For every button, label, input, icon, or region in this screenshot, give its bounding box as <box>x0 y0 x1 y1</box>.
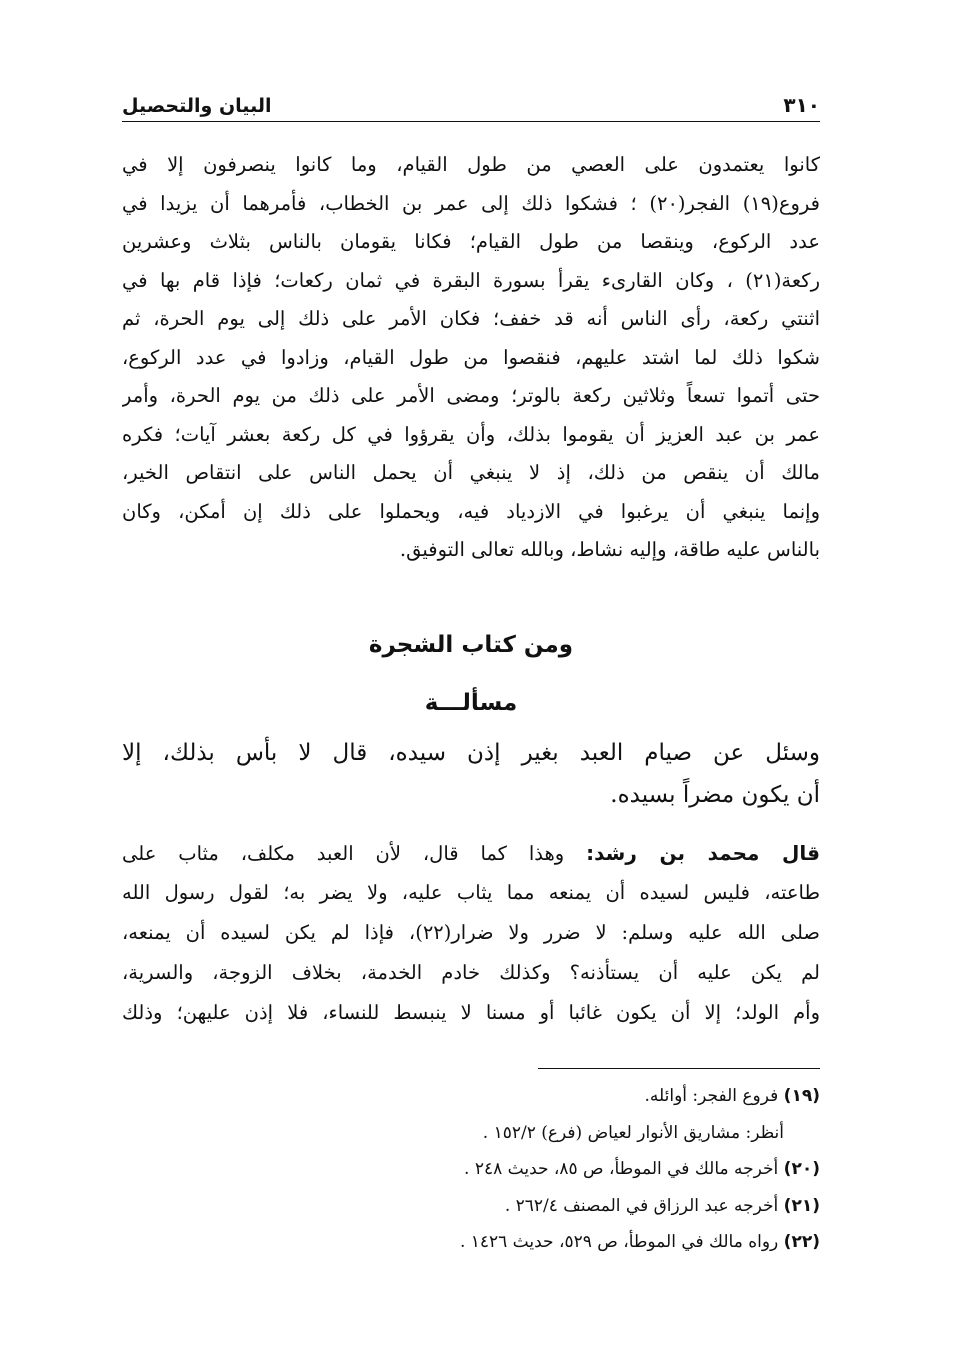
footnote <box>122 1151 820 1188</box>
text-line: ركعة(٢١) ، وكان القارىء يقرأ بسورة البقرة في ثمان ركعات؛ فإذا قام بها في <box>122 268 820 292</box>
text-line: اثنتي ركعة، رأى الناس أنه قد خفف؛ فكان الأمر على ذلك إلى يوم الحرة، ثم <box>122 307 820 330</box>
text-line: وإنما ينبغي أن يرغبوا في الازدياد فيه، ويحملوا على ذلك إن أمكن، وكان <box>122 499 820 523</box>
text-line: بالناس عليه طاقة، وإليه نشاط، وبالله تعالى التوفيق. <box>399 538 820 561</box>
footnote-text: فروع الفجر: أوائله. <box>644 1086 779 1106</box>
footnote-number: (٢٠) <box>783 1159 820 1179</box>
question-line: وسئل عن صيام العبد بغير إذن سيده، قال لا بأس بذلك، إلا <box>122 740 820 766</box>
text-line: صلى الله عليه وسلم: لا ضرر ولا ضرار(٢٢)، فإذا لم يكن لسيده أن يمنعه، <box>122 921 820 944</box>
text-line: طاعته، فليس لسيده أن يمنعه مما يثاب عليه، ولا يضر به؛ لقول رسول الله <box>122 881 820 904</box>
footnote-number: (٢١) <box>783 1195 820 1216</box>
footnote <box>122 1188 820 1225</box>
question-line: أن يكون مضراً بسيده. <box>610 782 820 808</box>
text-line: لم يكن عليه أن يستأذنه؟ وكذلك خادم الخدمة، بخلاف الزوجة، والسرية، <box>122 961 820 984</box>
footnote <box>122 1115 820 1152</box>
text-line: حتى أتموا تسعاً وثلاثين ركعة بالوتر؛ ومضى الأمر على ذلك من يوم الحرة، وأمر <box>122 384 820 407</box>
text-line: كانوا يعتمدون على العصي من طول القيام، وما كانوا ينصرفون إلا في <box>122 153 820 176</box>
book-title: البيان والتحصيل <box>122 95 272 117</box>
text-line: عمر بن عبد العزيز أن يقوموا بذلك، وأن يقرؤوا في كل ركعة بعشر آيات؛ فكره <box>122 422 820 446</box>
text-line: فروع(١٩) الفجر(٢٠) ؛ فشكوا ذلك إلى عمر بن الخطاب، فأمرهما أن يزيدا في <box>122 191 820 215</box>
commentary-speaker: قال محمد بن رشد: <box>586 841 820 865</box>
section-heading: ومن كتاب الشجرة <box>368 632 574 658</box>
footnote-number: (١٩) <box>783 1086 820 1106</box>
footnote-text: رواه مالك في الموطأ، ص ٥٢٩، حديث ١٤٢٦ . <box>459 1232 779 1252</box>
commentary-first-line-text: وهذا كما قال، لأن العبد مكلف، مثاب على <box>122 842 565 865</box>
question-paragraph <box>122 732 820 816</box>
text-line: مالك أن ينقص من ذلك، إذ لا ينبغي أن يحمل الناس على انتقاص الخير، <box>122 461 820 484</box>
running-header <box>122 84 820 122</box>
footnotes <box>122 1078 820 1261</box>
page-number: ٣١٠ <box>783 93 820 117</box>
commentary-paragraph <box>122 833 820 1033</box>
footnote-separator <box>538 1068 820 1069</box>
footnote <box>122 1224 820 1261</box>
main-paragraph <box>122 146 820 570</box>
footnote <box>122 1078 820 1115</box>
commentary-first-line <box>122 833 820 873</box>
footnote-number: (٢٢) <box>783 1232 820 1252</box>
footnote-text: أخرجه مالك في الموطأ، ص ٨٥، حديث ٢٤٨ . <box>464 1159 779 1179</box>
text-line: شكوا ذلك لما اشتد عليهم، فنقصوا من طول القيام، وزادوا في عدد الركوع، <box>122 345 820 369</box>
footnote-text: أخرجه عبد الرزاق في المصنف ٢٦٢/٤ . <box>504 1195 779 1216</box>
text-line: وأم الولد؛ إلا أن يكون غائبا أو مسنا لا ينبسط للنساء، فلا إذن عليهن؛ وذلك <box>122 1001 820 1024</box>
text-line: عدد الركوع، وينقصا من طول القيام؛ فكانا يقومان بالناس بثلاث وعشرين <box>122 230 820 253</box>
footnote-text: أنظر: مشاريق الأنوار لعياض (فرع) ١٥٢/٢ . <box>482 1122 784 1143</box>
question-heading: مسألـــة <box>424 690 518 716</box>
